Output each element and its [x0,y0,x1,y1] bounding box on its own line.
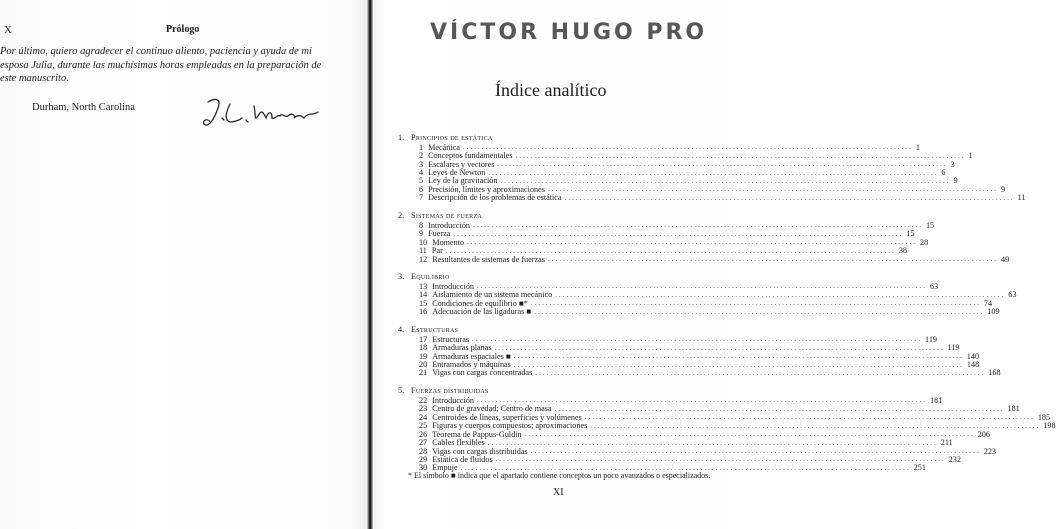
dot-leader: ........................................................................................................................ [554,404,1005,413]
section-title: Armaduras espaciales ■ [432,351,511,361]
chapter-number: 4. [398,325,405,334]
section-number: 23 [419,404,428,414]
section-title: Vigas con cargas distribuidas [432,446,528,456]
dot-leader: ........................................................................................................................ [535,368,986,377]
chapter-number: 2. [398,211,405,221]
section-page-number: 185 [1037,412,1051,422]
dot-leader: ........................................................................................................................ [487,438,938,447]
chapter-number: 3. [398,272,405,282]
dot-leader: ........................................................................................................................ [462,143,913,152]
section-page-number: 198 [1043,421,1056,431]
dot-leader: ........................................................................................................................ [500,176,951,185]
dot-leader: ........................................................................................................................ [467,238,918,247]
chapter-title: Fuerzas distribuidas [411,386,489,396]
section-page-number: 119 [925,334,938,344]
dot-leader: ........................................................................................................................ [488,168,939,177]
section-title: Condiciones de equilibrio ■* [432,298,528,308]
section-page-number: 38 [898,246,907,256]
section-page-number: 109 [987,307,1000,317]
section-number: 24 [419,412,428,422]
section-number: 21 [419,368,428,378]
section-page-number: 11 [1017,193,1026,203]
section-title: Aislamiento de un sistema mecánico [432,290,553,300]
section-title: Precisión, límites y aproximaciones [428,184,545,194]
banner-watermark: VÍCTOR HUGO PRO [430,20,708,45]
section-title: Estática de fluidos [432,454,493,464]
paragraph-line: esposa Julia, durante las muchísimas horas empleadas en la preparación de [0,59,322,71]
section-page-number: 251 [913,463,926,473]
toc-chapter [398,132,1026,203]
section-number: 16 [419,307,428,317]
section-title: Mecánica [428,142,460,152]
section-number: 1 [419,142,424,152]
section-number: 13 [419,281,428,291]
section-title: Vigas con cargas concentradas [432,368,533,378]
paragraph-line: este manuscrito. [0,73,69,84]
section-page-number: 148 [966,360,980,370]
section-number: 2 [419,151,424,161]
dot-leader: ........................................................................................................................ [497,160,948,169]
dot-leader: ........................................................................................................................ [445,246,896,255]
dot-leader: ........................................................................................................................ [513,352,964,361]
section-title: Empuje [432,463,458,473]
section-number: 5 [419,176,424,186]
dot-leader: ........................................................................................................................ [530,447,981,456]
section-title: Estructuras [432,334,470,344]
section-number: 8 [419,220,424,230]
dot-leader: ........................................................................................................................ [564,193,1015,202]
section-page-number: 15 [925,220,935,230]
section-page-number: 119 [947,343,960,353]
section-title: Adecuación de las ligaduras ■ [432,307,532,317]
section-page-number: 3 [950,159,955,169]
section-number: 28 [419,446,428,456]
section-page-number: 1 [915,142,921,152]
section-number: 10 [419,237,428,247]
section-page-number: 74 [983,298,993,308]
toc-entry [398,307,1000,317]
chapter-title: Estructuras [411,325,459,334]
section-page-number: 223 [983,446,997,456]
section-number: 25 [419,421,428,431]
section-title: Teorema de Pappus-Guldin [432,429,522,439]
section-number: 14 [419,290,428,300]
toc-chapter [398,271,1017,317]
section-number: 4 [419,168,424,178]
dot-leader: ........................................................................................................................ [547,185,998,194]
dot-leader: ........................................................................................................................ [547,255,998,264]
section-title: Leyes de Newton [428,168,486,178]
chapter-heading [398,132,713,143]
section-title: Figuras y cuerpos compuestos; aproximaciones [432,421,588,431]
dot-leader: ........................................................................................................................ [495,455,946,464]
section-page-number: 1 [968,151,973,161]
section-title: Centroides de líneas, superficies y volúmenes [432,412,582,422]
left-page-number: X [4,24,12,36]
dot-leader: ........................................................................................................................ [524,430,975,439]
section-number: 20 [419,360,428,370]
section-page-number: 63 [930,281,939,291]
section-number: 17 [419,334,428,344]
section-title: Introducción [432,281,475,291]
dot-leader: ........................................................................................................................ [584,413,1035,422]
section-page-number: 168 [988,368,1001,378]
section-number: 3 [419,159,424,169]
dot-leader: ........................................................................................................................ [477,282,928,291]
paragraph-line: Por último, quiero agradecer el continuo aliento, paciencia y ayuda de mi [0,46,312,57]
section-page-number: 6 [941,168,946,178]
section-title: Armaduras planas [432,343,492,353]
chapter-title: Principios de estática [411,133,493,142]
section-title: Entramados y máquinas [432,360,511,370]
section-page-number: 9 [1000,184,1006,194]
dot-leader: ........................................................................................................................ [472,221,923,230]
dot-leader: ........................................................................................................................ [460,463,911,472]
section-number: 26 [419,429,428,439]
section-number: 22 [419,395,428,405]
dot-leader: ........................................................................................................................ [453,229,904,238]
section-number: 19 [419,351,428,361]
page-title: Índice analítico [495,80,607,100]
toc-chapter [398,210,1010,264]
section-title: Resultantes de sistemas de fuerzas [432,254,545,264]
chapter-heading [398,271,713,282]
section-page-number: 15 [906,229,915,239]
toc-chapter [398,324,1001,378]
dot-leader: ........................................................................................................................ [555,290,1006,299]
section-title: Ley de la gravitación [428,176,498,186]
chapter-title: Sistemas de fuerza [411,211,483,221]
section-page-number: 206 [977,429,990,439]
section-number: 27 [419,438,428,448]
section-page-number: 181 [930,395,943,405]
dot-leader: ........................................................................................................................ [472,335,923,344]
toc-entry [398,368,1001,378]
dot-leader: ........................................................................................................................ [513,360,964,369]
toc-entry [398,193,1026,203]
section-number: 12 [419,254,428,264]
section-title: Fuerza [428,229,451,239]
dot-leader: ........................................................................................................................ [494,343,945,352]
section-title: Centro de gravedad; Centro de masa [432,404,552,414]
section-title: Escalares y vectores [428,159,495,169]
section-number: 11 [419,246,427,256]
section-title: Introducción [428,220,470,230]
toc-chapter [398,385,1056,473]
section-page-number: 49 [1000,254,1010,264]
section-number: 15 [419,298,428,308]
section-page-number: 211 [940,438,953,448]
dot-leader: ........................................................................................................................ [590,421,1041,430]
handwritten-signature [200,94,330,134]
section-page-number: 9 [953,176,958,186]
place-line: Durham, North Carolina [32,102,135,113]
section-title: Par [431,246,443,256]
section-number: 30 [419,463,428,473]
chapter-title: Equilibrio [411,272,450,282]
book-spine-shadow [367,0,373,529]
toc-entry [398,254,1010,264]
chapter-heading [398,324,713,335]
page-number: XI [553,487,564,498]
dot-leader: ........................................................................................................................ [515,151,966,160]
section-title: Conceptos fundamentales [428,151,513,161]
section-page-number: 63 [1008,290,1017,300]
section-number: 7 [419,193,424,203]
section-page-number: 232 [948,454,961,464]
section-number: 9 [419,229,424,239]
section-page-number: 181 [1007,404,1020,414]
section-title: Descripción de los problemas de estática [428,193,562,203]
table-of-contents [398,132,1056,480]
running-head-title: Prólogo [166,24,200,35]
section-title: Momento [432,237,465,247]
section-number: 29 [419,454,428,464]
chapter-number: 1. [398,133,405,142]
section-title: Introducción [432,395,475,405]
section-number: 6 [419,184,424,194]
dot-leader: ........................................................................................................................ [477,396,928,405]
section-number: 18 [419,343,428,353]
prologue-paragraph [0,45,345,86]
footnote: * El símbolo ■ indica que el apartado contiene conceptos un poco avanzados o especializados. [408,471,711,480]
dot-leader: ........................................................................................................................ [534,307,985,316]
toc-entry [398,237,929,247]
chapter-heading [398,210,713,221]
section-page-number: 140 [966,351,980,361]
section-title: Cables flexibles [432,438,485,448]
section-page-number: 28 [920,237,929,247]
dot-leader: ........................................................................................................................ [530,299,981,308]
chapter-heading [398,385,713,396]
chapter-number: 5. [398,386,405,396]
